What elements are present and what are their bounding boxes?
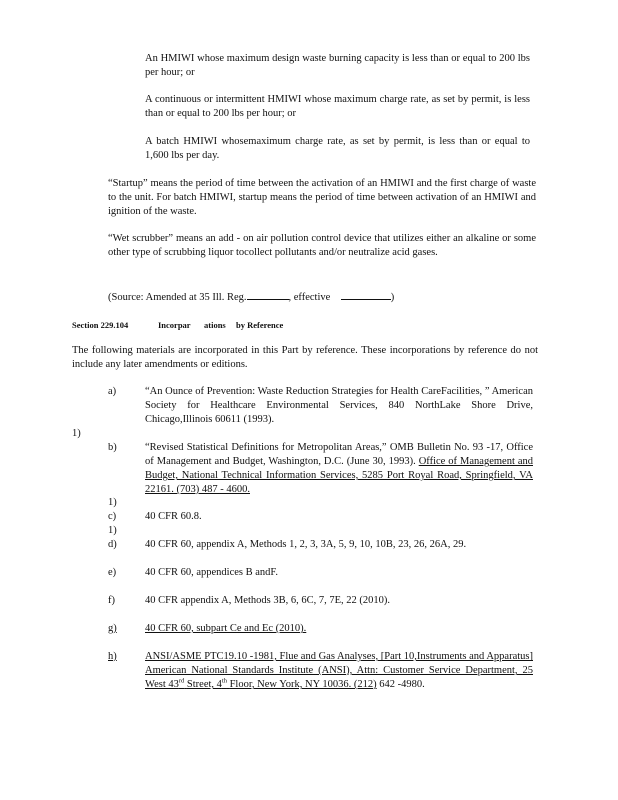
item-g-underlined: 40 CFR 60, subpart Ce and Ec (2010).	[145, 623, 307, 634]
paragraph-batch-hmiwi: A batch HMIWI whosemaximum charge rate, as set by permit, is less than or equal to 1,600 lbs per day.	[145, 136, 530, 161]
item-c-label: c)	[108, 511, 117, 522]
stray-mark: 1)	[72, 428, 81, 439]
definition-startup: “Startup” means the period of time between the activation of an HMIWI and the first charge of waste to the unit. For batch HMIWI, startup means the period of time between activation of an HMIWI and ignition of the waste.	[108, 178, 536, 217]
item-b-underlined: Office of Management and Budget, National Technical Information Services, 5285 Port Royal Road, Springfield, VA 22161. (703) 487 - 4600.	[145, 456, 533, 495]
item-b-plain: “Revised Statistical Definitions for Metropolitan Areas,” OMB Bulletin No. 93 -17, Office of Management and Budget, Washington, D.C. (June 30, 1993).	[145, 442, 533, 467]
item-c-text: 40 CFR 60.8.	[145, 511, 202, 522]
item-g-label: g)	[108, 623, 117, 634]
item-f-label: f)	[108, 595, 115, 606]
definition-wet-scrubber: “Wet scrubber” means an add - on air pollution control device that utilizes either an alkaline or some other type of scrubbing liquor tocollect pollutants and/or neutralize acid gases.	[108, 233, 536, 258]
item-h-phone-end: 642 -4980.	[379, 679, 425, 690]
item-b-label: b)	[108, 442, 117, 453]
section-title-part2: ations	[204, 320, 226, 330]
item-e-label: e)	[108, 567, 117, 578]
source-note	[108, 288, 536, 305]
item-h-underlined: ANSI/ASME PTC19.10 -1981, Flue and Gas Analyses, [Part 10,Instruments and Apparatus] American National Standards Institute (ANSI), Attn: Customer Service Department, 25 West 43rd Street, 4th Floor, New York, NY 10036. (212)	[145, 651, 533, 690]
item-g-text	[145, 622, 533, 636]
section-title-part3: by Reference	[236, 320, 284, 330]
item-d-text: 40 CFR 60, appendix A, Methods 1, 2, 3, 3A, 5, 9, 10, 10B, 23, 26, 26A, 29.	[145, 539, 467, 550]
item-h-label: h)	[108, 651, 117, 662]
section-heading	[72, 318, 283, 332]
source-prefix: (Source: Amended at 35 Ill. Reg.	[108, 292, 247, 303]
paragraph-hmiwi-200lbs: An HMIWI whose maximum design waste burning capacity is less than or equal to 200 lbs per hour; or	[145, 53, 530, 78]
incorporation-intro: The following materials are incorporated in this Part by reference. These incorporations by reference do not include any later amendments or editions.	[72, 345, 538, 370]
section-number: Section 229.104	[72, 320, 129, 330]
source-suffix: )	[390, 292, 395, 303]
item-d-label: d)	[108, 539, 117, 550]
item-a-label: a)	[108, 386, 117, 397]
item-h-text	[145, 650, 533, 692]
source-effective-blank	[341, 288, 391, 300]
item-b-text	[145, 441, 533, 497]
item-e-text: 40 CFR 60, appendices B andF.	[145, 567, 279, 578]
source-reg-blank	[247, 288, 289, 300]
paragraph-continuous-hmiwi: A continuous or intermittent HMIWI whose maximum charge rate, as set by permit, is less than or equal to 200 lbs per hour; or	[145, 94, 530, 119]
stray-mark: 1)	[108, 525, 117, 536]
stray-mark: 1)	[108, 497, 117, 508]
source-middle: , effective	[288, 292, 331, 303]
item-a-text: “An Ounce of Prevention: Waste Reduction Strategies for Health CareFacilities, ” American Society for Healthcare Environmental Services, 840 NorthLake Shore Drive, Chicago,Illinois 60611 (1993).	[145, 386, 533, 425]
section-title-part1: Incorpar	[158, 320, 191, 330]
item-f-text: 40 CFR appendix A, Methods 3B, 6, 6C, 7, 7E, 22 (2010).	[145, 595, 391, 606]
